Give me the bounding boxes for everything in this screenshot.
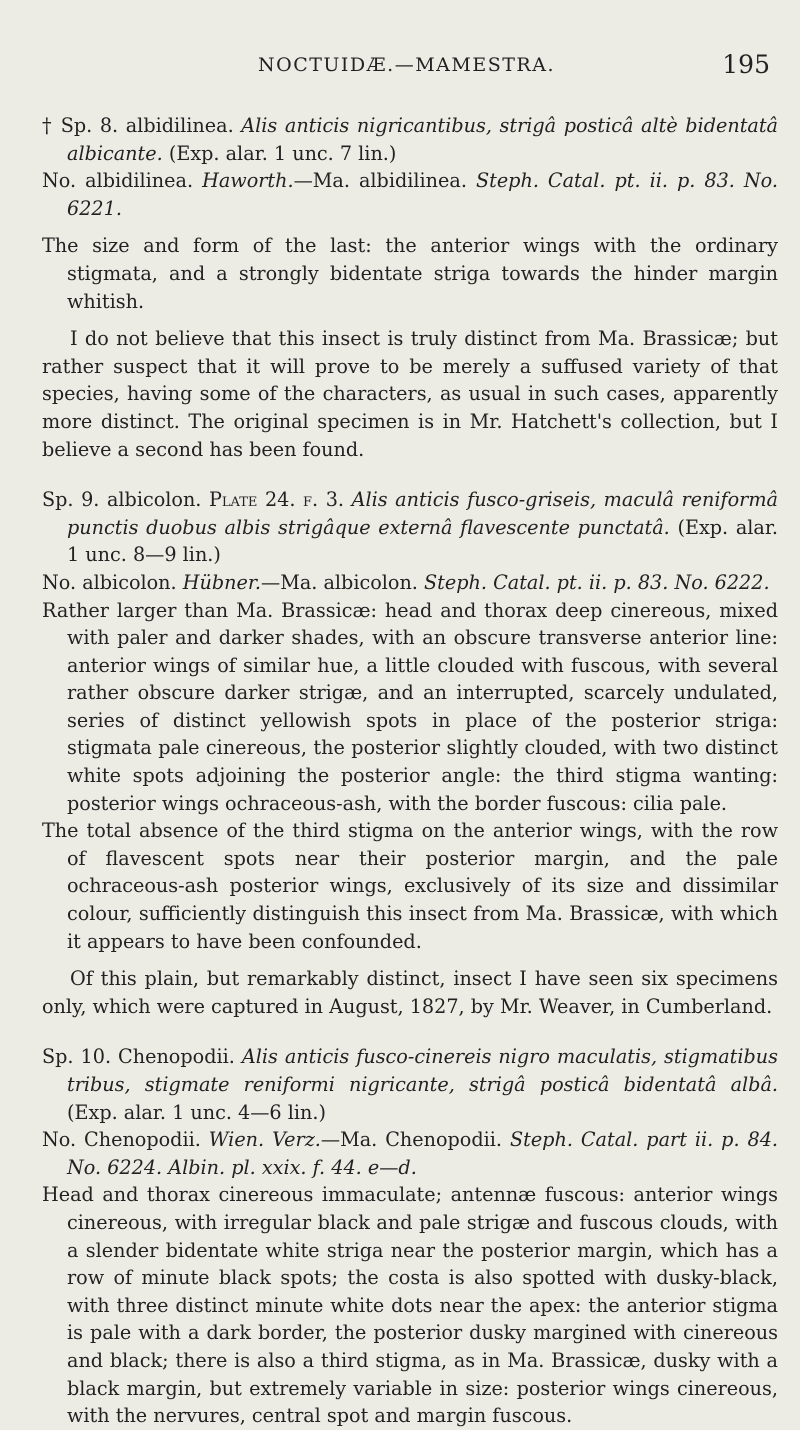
species-8-expanse: (Exp. alar. 1 unc. 7 lin.)	[168, 141, 397, 165]
species-9-description: Rather larger than Ma. Brassicæ: head and thorax deep cinereous, mixed with paler and darker shades, with an obscure transverse anterior line: anterior wings of similar hue, a little clouded with fuscous, with several rather obscure darker strigæ, and an interrupted, scarcely undulated, series of distinct yellowish spots in place of the posterior striga: stigmata pale cinereous, the posterior slightly clouded, with two distinct white spots adjoining the posterior angle: the third stigma wanting: posterior wings ochraceous-ash, with the border fuscous: cilia pale.	[42, 598, 778, 815]
page-number: 195	[722, 50, 770, 79]
species-9-authority: Hübner.	[182, 570, 261, 594]
species-10-diagnosis: Alis anticis fusco-cinereis nigro maculatis, stigmatibus tribus, stigmate reniformi nigricante, strigâ posticâ bidentatâ albâ.	[67, 1045, 778, 1096]
species-10-albin-ref: Albin. pl. xxix. f. 44. e—d.	[168, 1155, 417, 1179]
species-9-plate-ref: Plate 24. f. 3.	[209, 488, 345, 512]
running-header	[0, 50, 800, 84]
species-9-synonym: —Ma. albicolon.	[261, 570, 418, 594]
page-body	[42, 112, 778, 1430]
species-10-no-label: No. Chenopodii.	[42, 1128, 201, 1152]
species-9-remark: Of this plain, but remarkably distinct, insect I have seen six specimens only, which were captured in August, 1827, by Mr. Weaver, in Cumberland.	[42, 967, 778, 1018]
species-8-heading	[42, 112, 778, 167]
species-10-heading	[42, 1043, 778, 1126]
species-8-diagnosis: Alis anticis nigricantibus, strigâ posticâ altè bidentatâ albicante.	[67, 114, 778, 165]
species-10-description: Head and thorax cinereous immaculate; antennæ fuscous: anterior wings cinereous, with irregular black and pale strigæ and fuscous clouds, with a slender bidentate white striga near the posterior margin, which has a row of minute black spots; the costa is also spotted with dusky-black, with three distinct minute white dots near the apex: the anterior stigma is pale with a dark border, the posterior dusky margined with cinereous and black; there is also a third stigma, as in Ma. Brassicæ, dusky with a black margin, but extremely variable in size: posterior wings cinereous, with the nervures, central spot and margin fuscous.	[42, 1183, 778, 1428]
species-9-diagnosis: Alis anticis fusco-griseis, maculâ reniformâ punctis duobus albis strigâque externâ flavescente punctatâ.	[67, 488, 778, 539]
running-title: NOCTUIDÆ.—MAMESTRA.	[258, 54, 555, 76]
species-10-authority: Wien. Verz.	[208, 1128, 321, 1152]
species-8-authority: Haworth.	[202, 169, 294, 193]
species-8-synonym: —Ma. albidilinea.	[293, 169, 467, 193]
species-8-description: The size and form of the last: the anterior wings with the ordinary stigmata, and a strongly bidentate striga towards the hinder margin whitish.	[42, 234, 778, 313]
species-9-expanse: (Exp. alar. 1 unc. 8—9 lin.)	[67, 515, 779, 567]
species-9-comparison: The total absence of the third stigma on the anterior wings, with the row of flavescent spots near their posterior margin, and the pale ochraceous-ash posterior wings, exclusively of its size and dissimilar colour, sufficiently distinguish this insect from Ma. Brassicæ, with which it appears to have been confounded.	[42, 819, 778, 953]
species-9-label: Sp. 9. albicolon.	[42, 488, 202, 512]
species-10-expanse: (Exp. alar. 1 unc. 4—6 lin.)	[67, 1100, 326, 1124]
species-8-remark: I do not believe that this insect is truly distinct from Ma. Brassicæ; but rather suspect that it will prove to be merely a suffused variety of that species, having some of the characters, as usual in such cases, apparently more distinct. The original specimen is in Mr. Hatchett's collection, but I believe a second has been found.	[42, 327, 778, 461]
species-8-label: † Sp. 8. albidilinea.	[42, 114, 234, 137]
species-8-catalogue-ref: Steph. Catal. pt. ii. p. 83. No. 6221.	[67, 169, 778, 220]
species-9-no-label: No. albicolon.	[42, 570, 177, 594]
species-10-label: Sp. 10. Chenopodii.	[42, 1045, 235, 1069]
species-9-heading	[42, 486, 778, 569]
species-9-synonymy	[42, 569, 778, 597]
species-8-no-label: No. albidilinea.	[42, 169, 194, 193]
species-9-catalogue-ref: Steph. Catal. pt. ii. p. 83. No. 6222.	[424, 570, 770, 594]
species-10-catalogue-ref: Steph. Catal. part ii. p. 84. No. 6224.	[67, 1128, 779, 1179]
species-10-synonym: —Ma. Chenopodii.	[320, 1128, 503, 1152]
species-8-synonymy	[42, 167, 778, 222]
species-10-synonymy	[42, 1126, 778, 1181]
